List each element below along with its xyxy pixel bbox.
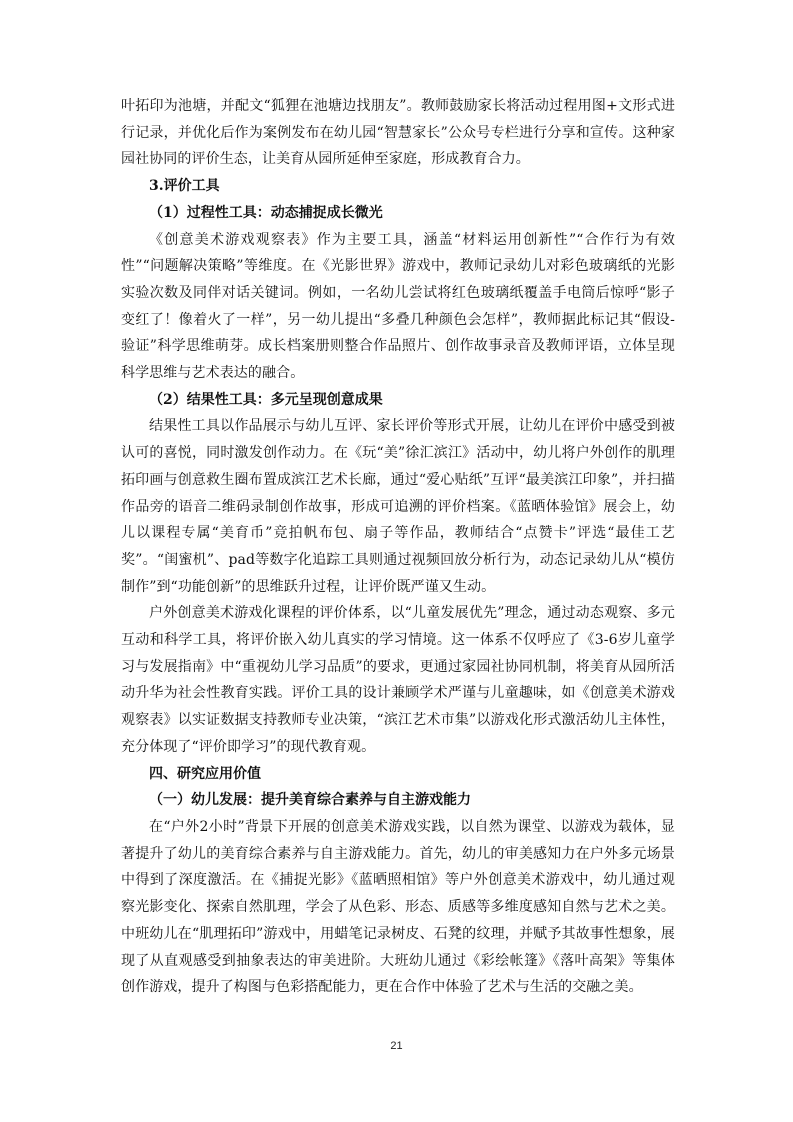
paragraph-summary: 户外创意美术游戏化课程的评价体系，以“儿童发展优先”理念，通过动态观察、多元互动和科学工具，将评价嵌入幼儿真实的学习情境。这一体系不仅呼应了《3-6岁儿童学习与发展指南》中“重视幼儿学习品质”的要求，更通过家园社协同机制，将美育从园所活动升华为社会性教育实践。评价工具的设计兼顾学术严谨与儿童趣味，如《创意美术游戏观察表》以实证数据支持教师专业决策，“滨江艺术市集”以游戏化形式激活幼儿主体性，充分体现了“评价即学习”的现代教育观。 <box>121 605 675 755</box>
heading-section-four: 四、研究应用价值 <box>149 765 261 782</box>
page-number: 21 <box>390 1040 403 1052</box>
paragraph-process-tool: 《创意美术游戏观察表》作为主要工具，涵盖“材料运用创新性”“合作行为有效性”“问题解决策略”等维度。在《光影世界》游戏中，教师记录幼儿对彩色玻璃纸的光影实验次数及同伴对话关键词。例如，一名幼儿尝试将红色玻璃纸覆盖手电筒后惊呼“影子变红了！像着火了一样”，另一幼儿提出“多叠几种颜色会怎样”，教师据此标记其“假设-验证”科学思维萌芽。成长档案册则整合作品照片、创作故事录音及教师评语，立体呈现科学思维与艺术表达的融合。 <box>121 231 675 382</box>
page-body <box>121 93 675 1001</box>
paragraph-result-tool: 结果性工具以作品展示与幼儿互评、家长评价等形式开展，让幼儿在评价中感受到被认可的喜悦，同时激发创作动力。在《玩“美”徐汇滨江》活动中，幼儿将户外创作的肌理拓印画与创意救生圈布置成滨江艺术长廊，通过“爱心贴纸”互评“最美滨江印象”，并扫描作品旁的语音二维码录制创作故事，形成可追溯的评价档案。《蓝晒体验馆》展会上，幼儿以课程专属“美育币”竞拍帆布包、扇子等作品，教师结合“点赞卡”评选“最佳工艺奖”。“闺蜜机”、pad等数字化追踪工具则通过视频回放分析行为，动态记录幼儿从“模仿制作”到“功能创新”的思维跃升过程，让评价既严谨又生动。 <box>121 418 675 595</box>
heading-process-tool: （1）过程性工具：动态捕捉成长微光 <box>149 204 383 221</box>
heading-evaluation-tools: 3.评价工具 <box>149 178 220 195</box>
heading-result-tool: （2）结果性工具：多元呈现创意成果 <box>149 391 383 408</box>
paragraph-continuation: 叶拓印为池塘，并配文“狐狸在池塘边找朋友”。教师鼓励家长将活动过程用图+文形式进行记录，并优化后作为案例发布在幼儿园“智慧家长”公众号专栏进行分享和宣传。这种家园社协同的评价生态，让美育从园所延伸至家庭，形成教育合力。 <box>121 98 675 168</box>
heading-child-development: （一）幼儿发展：提升美育综合素养与自主游戏能力 <box>149 792 471 809</box>
paragraph-child-development: 在“户外2小时”背景下开展的创意美术游戏实践，以自然为课堂、以游戏为载体，显著提升了幼儿的美育综合素养与自主游戏能力。首先，幼儿的审美感知力在户外多元场景中得到了深度激活。在《捕捉光影》《蓝晒照相馆》等户外创意美术游戏中，幼儿通过观察光影变化、探索自然肌理，学会了从色彩、形态、质感等多维度感知自然与艺术之美。中班幼儿在“肌理拓印”游戏中，用蜡笔记录树皮、石凳的纹理，并赋予其故事性想象，展现了从直观感受到抽象表达的审美进阶。大班幼儿通过《彩绘帐篷》《落叶高架》等集体创作游戏，提升了构图与色彩搭配能力，更在合作中体验了艺术与生活的交融之美。 <box>121 818 675 996</box>
